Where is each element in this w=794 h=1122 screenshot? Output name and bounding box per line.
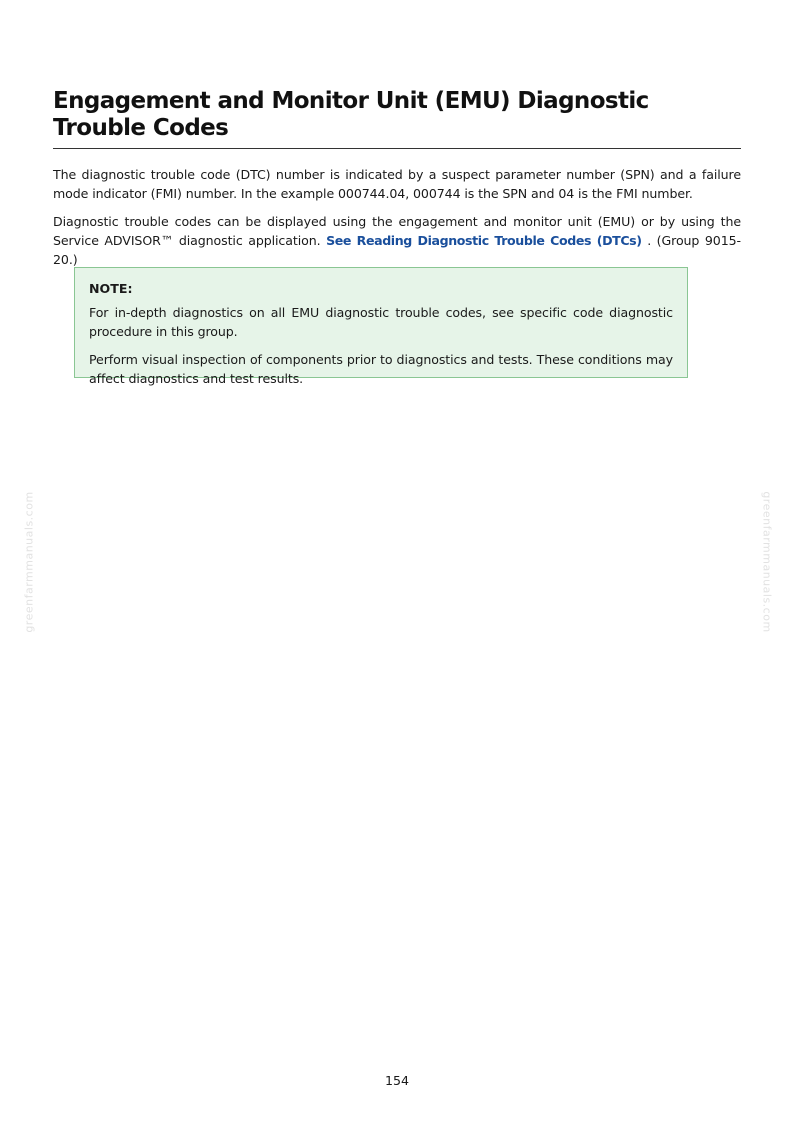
note-line-2: Perform visual inspection of components prior to diagnostics and tests. These conditions may affect diagnostics and test results. [89, 352, 673, 386]
dtc-display-text: Diagnostic trouble codes can be displayed using the engagement and monitor unit (EMU) or by using the Service ADVISOR™ diagnostic application. [53, 214, 741, 248]
page-number: 154 [384, 1073, 410, 1088]
page-content [53, 88, 741, 386]
note-label: NOTE: [89, 281, 133, 296]
group-reference-text: . (Group 9015-20.) [53, 233, 741, 267]
dtc-display-paragraph [53, 212, 741, 269]
watermark-right: greenfarmmanuals.com [760, 491, 774, 633]
watermark-left: greenfarmmanuals.com [22, 491, 36, 633]
page-title: Engagement and Monitor Unit (EMU) Diagnostic Trouble Codes [53, 88, 741, 149]
note-box [74, 267, 688, 386]
reading-dtcs-link[interactable]: See Reading Diagnostic Trouble Codes (DTCs) [326, 233, 642, 248]
note-line-1: For in-depth diagnostics on all EMU diagnostic trouble codes, see specific code diagnostic procedure in this group. [89, 305, 673, 339]
dtc-description-paragraph: The diagnostic trouble code (DTC) number is indicated by a suspect parameter number (SPN) and a failure mode indicator (FMI) number. In the example 000744.04, 000744 is the SPN and 04 is the FMI number. [53, 167, 741, 201]
